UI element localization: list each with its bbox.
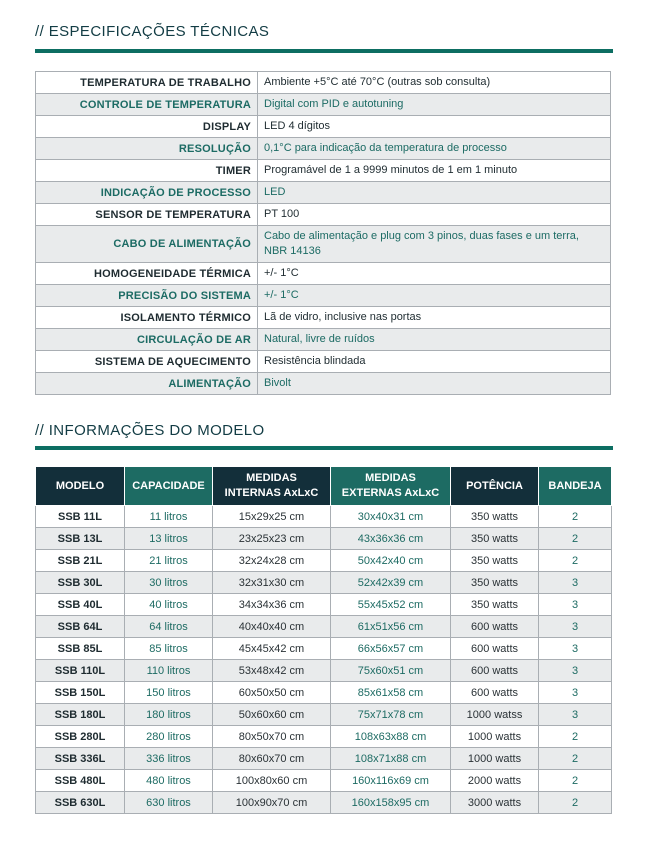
specs-title-rule: [35, 49, 613, 53]
spec-value: Digital com PID e autotuning: [258, 94, 611, 116]
cell-modelo: SSB 180L: [36, 704, 125, 726]
cell-bandeja: 3: [539, 682, 612, 704]
cell-potencia: 350 watts: [451, 572, 539, 594]
spec-row: [36, 285, 611, 307]
spec-label: CONTROLE DE TEMPERATURA: [36, 94, 258, 116]
cell-bandeja: 2: [539, 748, 612, 770]
cell-capacidade: 280 litros: [125, 726, 213, 748]
cell-bandeja: 2: [539, 506, 612, 528]
cell-internas: 50x60x60 cm: [213, 704, 331, 726]
cell-externas: 160x116x69 cm: [331, 770, 451, 792]
cell-modelo: SSB 336L: [36, 748, 125, 770]
spec-label: PRECISÃO DO SISTEMA: [36, 285, 258, 307]
spec-value: +/- 1°C: [258, 285, 611, 307]
cell-modelo: SSB 280L: [36, 726, 125, 748]
table-row: [36, 792, 612, 814]
spec-label: ISOLAMENTO TÉRMICO: [36, 307, 258, 329]
spec-label: CIRCULAÇÃO DE AR: [36, 329, 258, 351]
spec-row: [36, 160, 611, 182]
cell-externas: 160x158x95 cm: [331, 792, 451, 814]
cell-externas: 108x63x88 cm: [331, 726, 451, 748]
cell-capacidade: 110 litros: [125, 660, 213, 682]
cell-internas: 34x34x36 cm: [213, 594, 331, 616]
cell-modelo: SSB 11L: [36, 506, 125, 528]
header-internas-line1: MEDIDAS: [246, 472, 297, 484]
models-table-header-row: [36, 467, 612, 506]
cell-capacidade: 13 litros: [125, 528, 213, 550]
cell-bandeja: 2: [539, 528, 612, 550]
cell-potencia: 1000 watts: [451, 748, 539, 770]
cell-internas: 40x40x40 cm: [213, 616, 331, 638]
header-capacidade: CAPACIDADE: [125, 467, 213, 506]
cell-modelo: SSB 150L: [36, 682, 125, 704]
cell-bandeja: 2: [539, 726, 612, 748]
cell-externas: 75x71x78 cm: [331, 704, 451, 726]
cell-internas: 80x60x70 cm: [213, 748, 331, 770]
cell-externas: 30x40x31 cm: [331, 506, 451, 528]
header-medidas-externas: [331, 467, 451, 506]
cell-modelo: SSB 64L: [36, 616, 125, 638]
table-row: [36, 704, 612, 726]
spec-value: +/- 1°C: [258, 263, 611, 285]
cell-bandeja: 2: [539, 770, 612, 792]
cell-externas: 108x71x88 cm: [331, 748, 451, 770]
cell-bandeja: 3: [539, 660, 612, 682]
spec-row: [36, 116, 611, 138]
spec-value: Programável de 1 a 9999 minutos de 1 em 1 minuto: [258, 160, 611, 182]
spec-value: Cabo de alimentação e plug com 3 pinos, duas fases e um terra, NBR 14136: [258, 226, 611, 263]
cell-potencia: 350 watts: [451, 550, 539, 572]
spec-value: PT 100: [258, 204, 611, 226]
cell-capacidade: 480 litros: [125, 770, 213, 792]
table-row: [36, 572, 612, 594]
models-section-title: // INFORMAÇÕES DO MODELO: [35, 422, 265, 439]
table-row: [36, 550, 612, 572]
cell-modelo: SSB 30L: [36, 572, 125, 594]
cell-bandeja: 3: [539, 616, 612, 638]
cell-capacidade: 85 litros: [125, 638, 213, 660]
spec-value: 0,1°C para indicação da temperatura de processo: [258, 138, 611, 160]
spec-row: [36, 263, 611, 285]
spec-label: ALIMENTAÇÃO: [36, 373, 258, 395]
cell-capacidade: 336 litros: [125, 748, 213, 770]
spec-label: SENSOR DE TEMPERATURA: [36, 204, 258, 226]
spec-value: Ambiente +5°C até 70°C (outras sob consulta): [258, 72, 611, 94]
cell-modelo: SSB 85L: [36, 638, 125, 660]
table-row: [36, 770, 612, 792]
cell-externas: 75x60x51 cm: [331, 660, 451, 682]
cell-potencia: 3000 watts: [451, 792, 539, 814]
cell-externas: 43x36x36 cm: [331, 528, 451, 550]
cell-internas: 60x50x50 cm: [213, 682, 331, 704]
spec-value: Lã de vidro, inclusive nas portas: [258, 307, 611, 329]
cell-bandeja: 3: [539, 638, 612, 660]
cell-bandeja: 2: [539, 792, 612, 814]
table-row: [36, 616, 612, 638]
spec-row: [36, 72, 611, 94]
cell-internas: 100x80x60 cm: [213, 770, 331, 792]
cell-internas: 100x90x70 cm: [213, 792, 331, 814]
table-row: [36, 594, 612, 616]
cell-modelo: SSB 630L: [36, 792, 125, 814]
table-row: [36, 660, 612, 682]
cell-modelo: SSB 110L: [36, 660, 125, 682]
cell-internas: 53x48x42 cm: [213, 660, 331, 682]
cell-internas: 23x25x23 cm: [213, 528, 331, 550]
cell-capacidade: 30 litros: [125, 572, 213, 594]
spec-label: INDICAÇÃO DE PROCESSO: [36, 182, 258, 204]
spec-label: SISTEMA DE AQUECIMENTO: [36, 351, 258, 373]
table-row: [36, 748, 612, 770]
spec-label: DISPLAY: [36, 116, 258, 138]
spec-row: [36, 373, 611, 395]
cell-potencia: 1000 watts: [451, 726, 539, 748]
cell-potencia: 600 watts: [451, 638, 539, 660]
spec-row: [36, 94, 611, 116]
cell-potencia: 600 watts: [451, 682, 539, 704]
specs-table: [35, 71, 611, 395]
spec-value: LED: [258, 182, 611, 204]
cell-externas: 85x61x58 cm: [331, 682, 451, 704]
cell-modelo: SSB 21L: [36, 550, 125, 572]
cell-bandeja: 3: [539, 572, 612, 594]
spec-row: [36, 138, 611, 160]
table-row: [36, 528, 612, 550]
cell-potencia: 350 watts: [451, 528, 539, 550]
cell-capacidade: 630 litros: [125, 792, 213, 814]
cell-internas: 32x31x30 cm: [213, 572, 331, 594]
spec-label: HOMOGENEIDADE TÉRMICA: [36, 263, 258, 285]
cell-potencia: 350 watts: [451, 594, 539, 616]
header-modelo: MODELO: [36, 467, 125, 506]
cell-bandeja: 2: [539, 550, 612, 572]
cell-externas: 55x45x52 cm: [331, 594, 451, 616]
spec-row: [36, 307, 611, 329]
spec-label: TEMPERATURA DE TRABALHO: [36, 72, 258, 94]
cell-externas: 50x42x40 cm: [331, 550, 451, 572]
spec-label: CABO DE ALIMENTAÇÃO: [36, 226, 258, 263]
cell-modelo: SSB 40L: [36, 594, 125, 616]
cell-externas: 66x56x57 cm: [331, 638, 451, 660]
cell-internas: 32x24x28 cm: [213, 550, 331, 572]
header-bandeja: BANDEJA: [539, 467, 612, 506]
spec-value: Resistência blindada: [258, 351, 611, 373]
cell-potencia: 2000 watts: [451, 770, 539, 792]
spec-label: RESOLUÇÃO: [36, 138, 258, 160]
cell-internas: 80x50x70 cm: [213, 726, 331, 748]
spec-value: Natural, livre de ruídos: [258, 329, 611, 351]
spec-row: [36, 204, 611, 226]
specs-section-title: // ESPECIFICAÇÕES TÉCNICAS: [35, 23, 270, 40]
cell-capacidade: 64 litros: [125, 616, 213, 638]
cell-externas: 61x51x56 cm: [331, 616, 451, 638]
spec-value: Bivolt: [258, 373, 611, 395]
cell-potencia: 600 watts: [451, 660, 539, 682]
cell-internas: 15x29x25 cm: [213, 506, 331, 528]
spec-row: [36, 182, 611, 204]
cell-potencia: 600 watts: [451, 616, 539, 638]
spec-value: LED 4 dígitos: [258, 116, 611, 138]
cell-capacidade: 150 litros: [125, 682, 213, 704]
header-externas-line2: EXTERNAS AxLxC: [341, 487, 440, 499]
cell-potencia: 350 watts: [451, 506, 539, 528]
table-row: [36, 506, 612, 528]
models-table: [35, 466, 612, 814]
cell-capacidade: 11 litros: [125, 506, 213, 528]
cell-capacidade: 180 litros: [125, 704, 213, 726]
spec-row: [36, 351, 611, 373]
cell-potencia: 1000 watss: [451, 704, 539, 726]
cell-capacidade: 21 litros: [125, 550, 213, 572]
table-row: [36, 682, 612, 704]
spec-row: [36, 329, 611, 351]
cell-capacidade: 40 litros: [125, 594, 213, 616]
header-externas-line1: MEDIDAS: [365, 472, 416, 484]
cell-bandeja: 3: [539, 704, 612, 726]
header-internas-line2: INTERNAS AxLxC: [224, 487, 319, 499]
cell-modelo: SSB 13L: [36, 528, 125, 550]
table-row: [36, 638, 612, 660]
table-row: [36, 726, 612, 748]
cell-externas: 52x42x39 cm: [331, 572, 451, 594]
spec-row: [36, 226, 611, 263]
cell-internas: 45x45x42 cm: [213, 638, 331, 660]
cell-modelo: SSB 480L: [36, 770, 125, 792]
models-title-rule: [35, 446, 613, 450]
header-potencia: POTÊNCIA: [451, 467, 539, 506]
spec-label: TIMER: [36, 160, 258, 182]
cell-bandeja: 3: [539, 594, 612, 616]
header-medidas-internas: [213, 467, 331, 506]
